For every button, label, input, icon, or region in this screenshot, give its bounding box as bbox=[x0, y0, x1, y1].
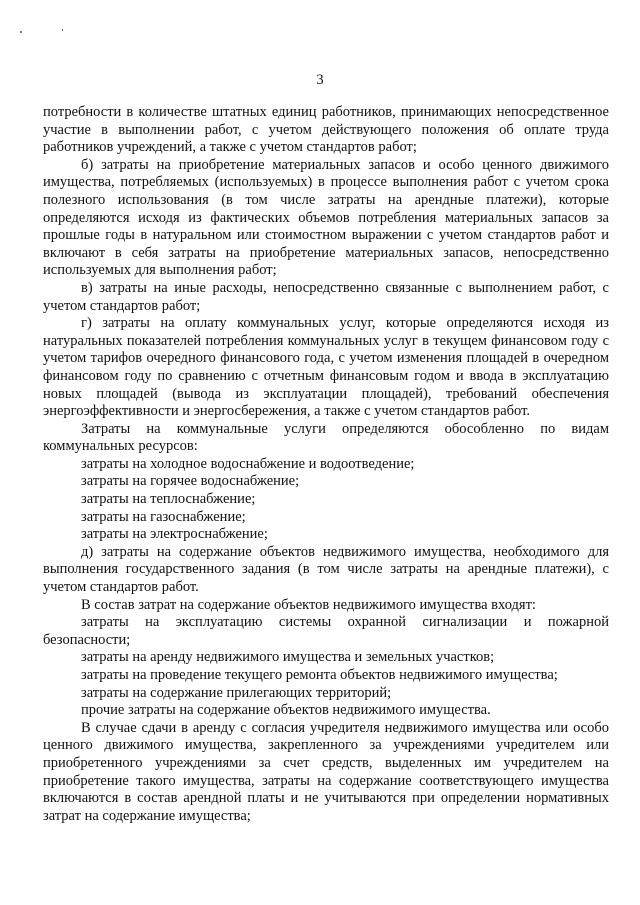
paragraph-item-b: б) затраты на приобретение материальных запасов и особо ценного движимого имущества, потребляемых (используемых) в процессе выполнения работ с учетом срока полезного использования (в том числе затраты на арендные платежи), которые определяются исходя из фактических объемов потребления материальных запасов за прошлые годы в натуральном или стоимостном выражении с учетом стандартов работ и включают в себя затраты на приобретение материальных запасов, непосредственно используемых для выполнения работ; bbox=[43, 156, 609, 279]
list-item: затраты на проведение текущего ремонта объектов недвижимого имущества; bbox=[81, 667, 558, 683]
list-item: затраты на эксплуатацию системы охранной сигнализации и пожарной безопасности; bbox=[43, 614, 609, 648]
paragraph-item-g: г) затраты на оплату коммунальных услуг, которые определяются исходя из натуральных показателей потребления коммунальных услуг в текущем финансовом году с учетом тарифов очередного финансового года, с учетом изменения площадей в очередном финансовом году по сравнению с отчетным финансовым годом и ввода в эксплуатацию новых площадей (вывода из эксплуатации площадей), требований обеспечения энергоэффективности и энергосбережения, а также с учетом стандартов работ. bbox=[43, 315, 609, 420]
scan-speck bbox=[20, 31, 22, 33]
list-item: затраты на горячее водоснабжение; bbox=[81, 473, 300, 490]
list-item: прочие затраты на содержание объектов недвижимого имущества. bbox=[81, 702, 491, 719]
scan-speck bbox=[62, 29, 63, 31]
paragraph: потребности в количестве штатных единиц работников, принимающих непосредственное участие в выполнении работ, с учетом действующего положения об оплате труда работников учреждений, а также с учетом стандартов работ; bbox=[43, 104, 609, 156]
document-body bbox=[43, 104, 609, 825]
paragraph: В состав затрат на содержание объектов недвижимого имущества входят: bbox=[81, 596, 536, 613]
paragraph: В случае сдачи в аренду с согласия учредителя недвижимого имущества или особо ценного движимого имущества, закрепленного за учреждениями учредителем или приобретенного учреждениями за счет средств, выделенных им учредителем на приобретение такого имущества, затраты на содержание соответствующего имущества включаются в состав арендной платы и не учитываются при определении нормативных затрат на содержание имущества; bbox=[43, 719, 609, 824]
list-item: затраты на холодное водоснабжение и водоотведение; bbox=[81, 455, 415, 472]
list-item: затраты на теплоснабжение; bbox=[81, 491, 256, 508]
list-item: затраты на аренду недвижимого имущества и земельных участков; bbox=[81, 649, 495, 666]
paragraph-item-v: в) затраты на иные расходы, непосредственно связанные с выполнением работ, с учетом стандартов работ; bbox=[43, 279, 609, 314]
page-number: 3 bbox=[316, 72, 324, 88]
paragraph: Затраты на коммунальные услуги определяются обособленно по видам коммунальных ресурсов: bbox=[43, 420, 609, 455]
list-item: затраты на газоснабжение; bbox=[81, 508, 246, 525]
list-item: затраты на электроснабжение; bbox=[81, 526, 268, 543]
list-item: затраты на содержание прилегающих территорий; bbox=[81, 684, 392, 701]
paragraph-item-d: д) затраты на содержание объектов недвижимого имущества, необходимого для выполнения государственного задания (в том числе затраты на арендные платежи), с учетом стандартов работ. bbox=[43, 543, 609, 596]
